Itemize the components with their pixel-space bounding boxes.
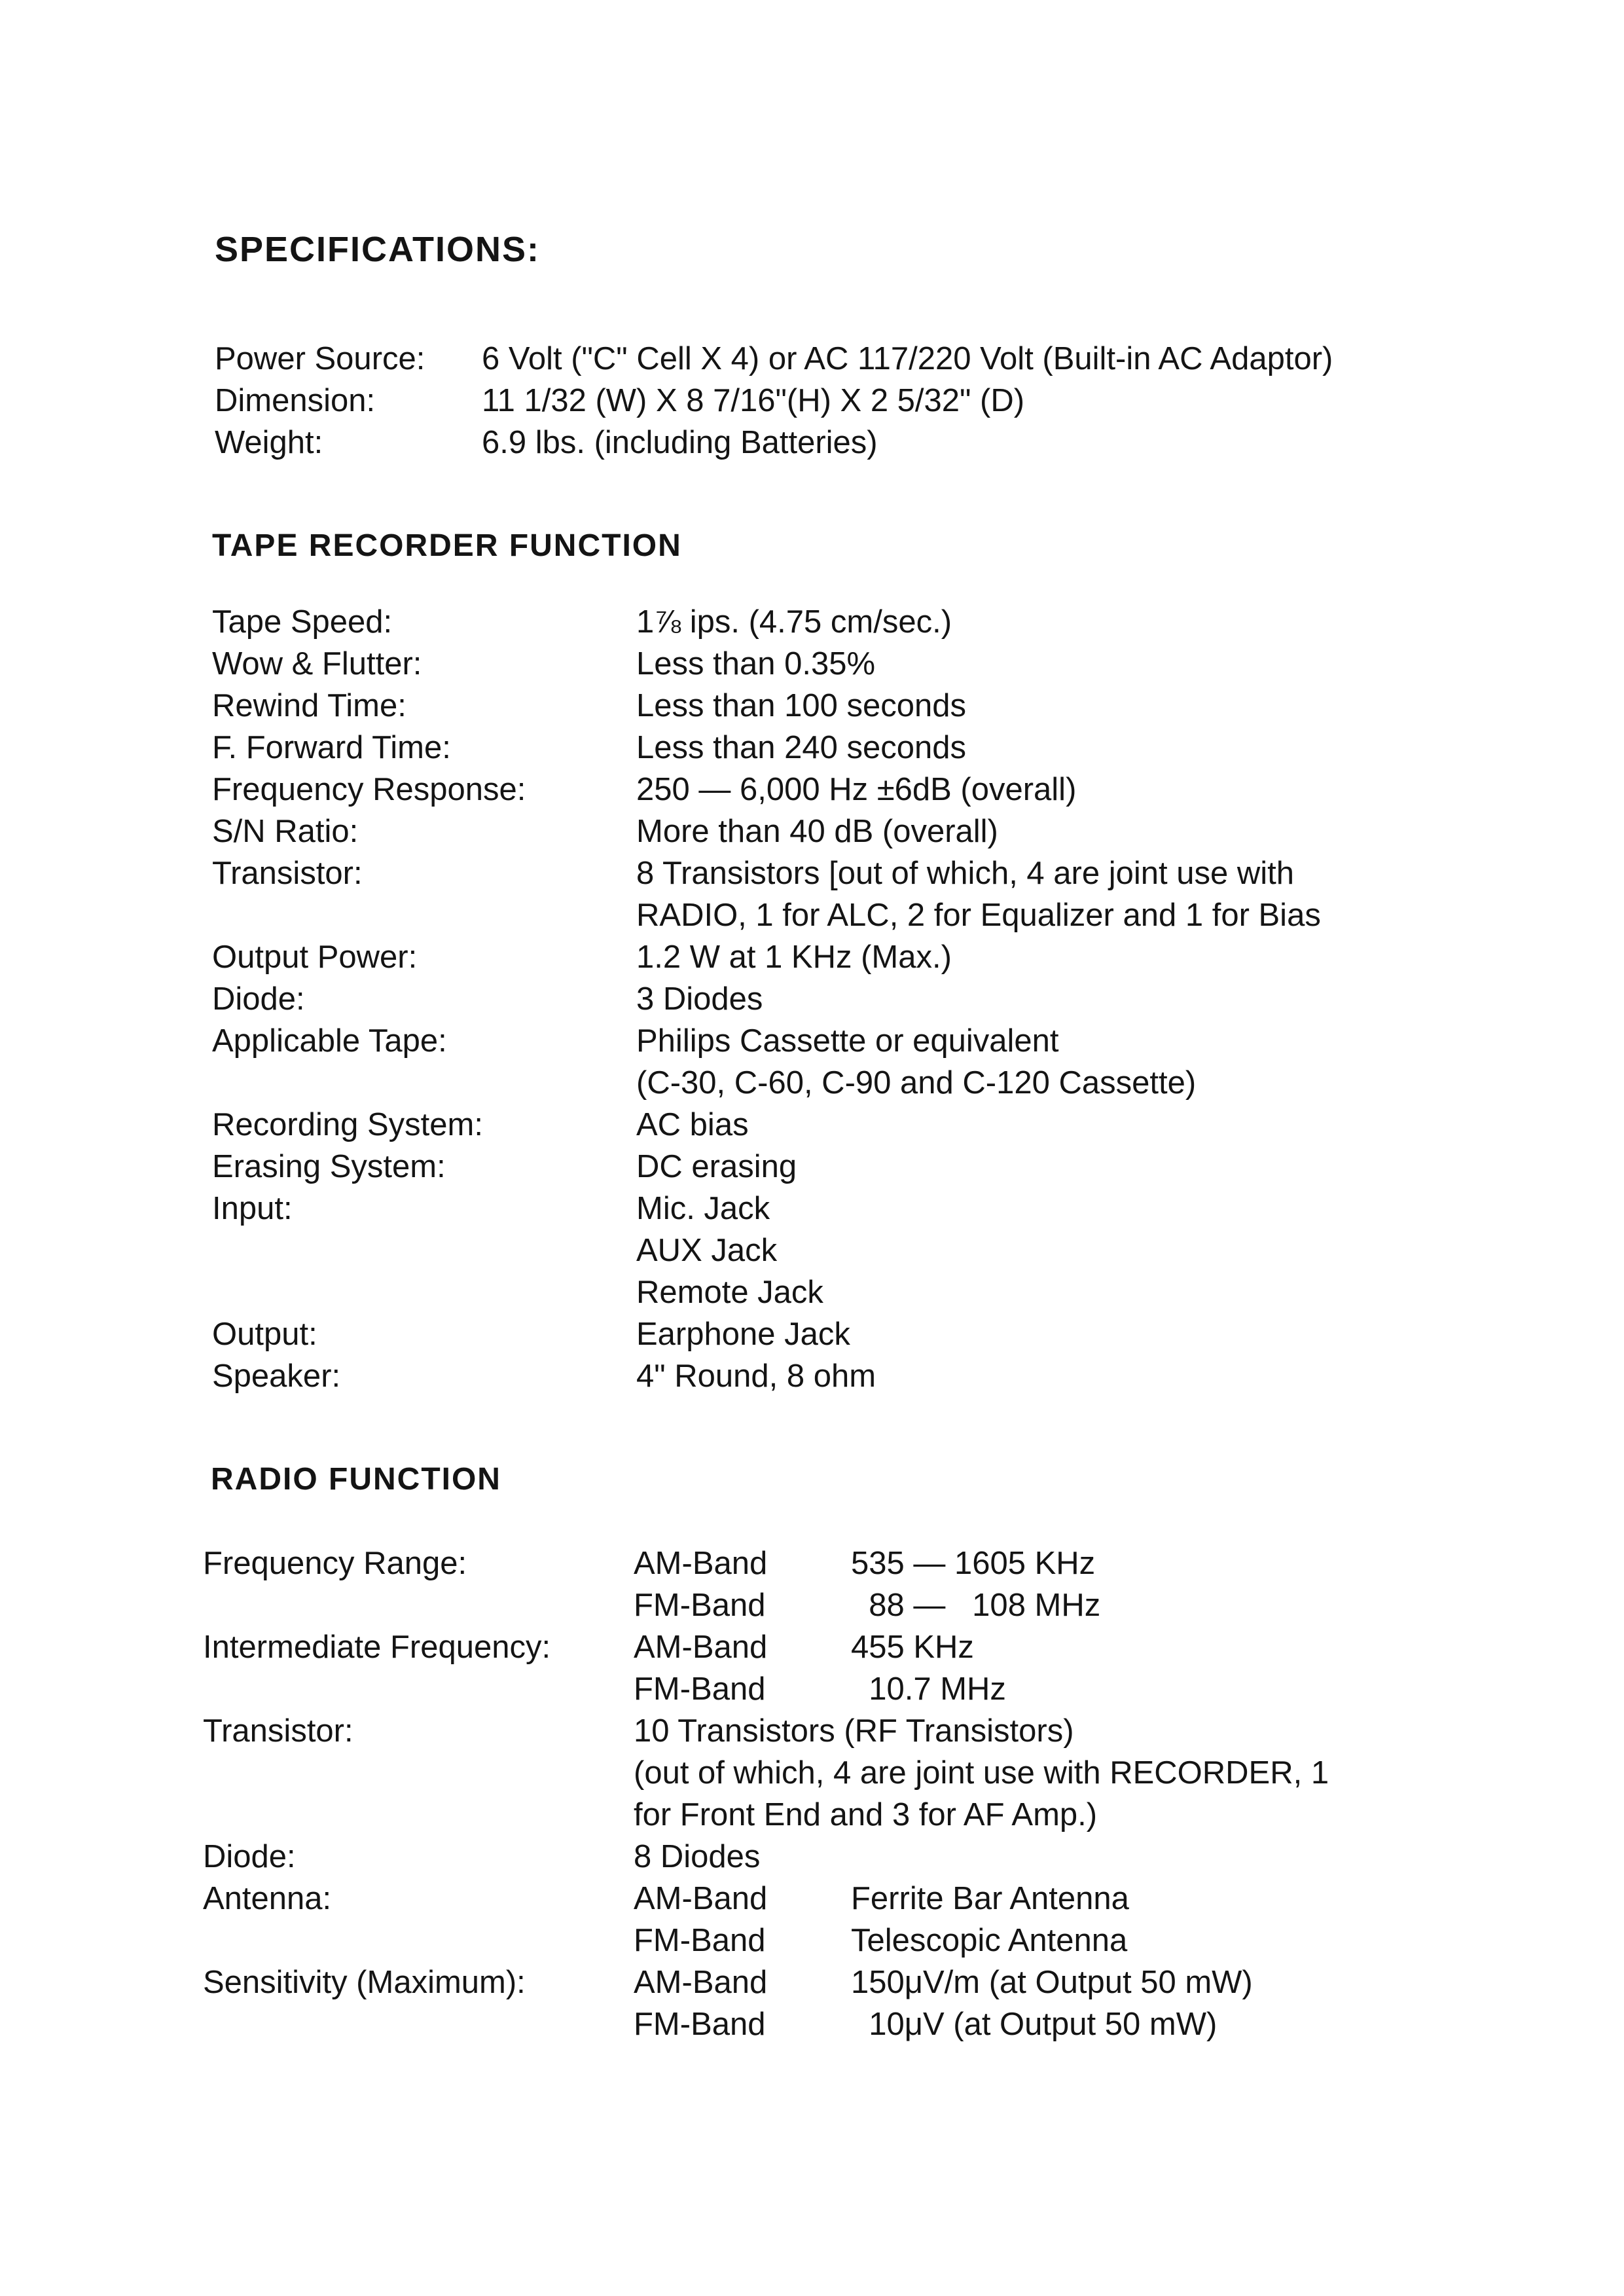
table-row: [0, 1188, 1624, 1230]
spec-label: Diode:: [203, 1839, 296, 1874]
spec-value: More than 40 dB (overall): [636, 814, 998, 849]
spec-label: Output:: [212, 1317, 317, 1352]
radio-section-heading: RADIO FUNCTION: [211, 1462, 501, 1497]
table-row: [0, 1961, 1624, 2003]
spec-label: Transistor:: [203, 1713, 353, 1749]
table-row: [0, 1710, 1624, 1752]
band-label: FM-Band: [634, 2007, 766, 2042]
spec-value: Earphone Jack: [636, 1317, 850, 1352]
table-row: [0, 769, 1624, 811]
table-row: [0, 1584, 1624, 1626]
band-label: AM-Band: [634, 1546, 768, 1581]
spec-value: 8 Diodes: [634, 1839, 761, 1874]
spec-value: Less than 100 seconds: [636, 688, 966, 723]
table-row: [0, 2003, 1624, 2045]
table-row: [0, 643, 1624, 685]
spec-label: Input:: [212, 1191, 293, 1226]
spec-value: Remote Jack: [636, 1275, 823, 1310]
spec-value: (C-30, C-60, C-90 and C-120 Cassette): [636, 1065, 1197, 1101]
spec-label: Erasing System:: [212, 1149, 446, 1184]
spec-label: Rewind Time:: [212, 688, 406, 723]
spec-value: 4" Round, 8 ohm: [636, 1358, 876, 1394]
table-row: [0, 978, 1624, 1020]
table-row: [0, 1794, 1624, 1836]
table-row: [0, 727, 1624, 769]
spec-value: Telescopic Antenna: [851, 1923, 1128, 1958]
band-label: FM-Band: [634, 1588, 766, 1623]
band-label: FM-Band: [634, 1671, 766, 1707]
spec-value: Less than 0.35%: [636, 646, 876, 682]
table-row: [0, 1878, 1624, 1920]
spec-value: AC bias: [636, 1107, 749, 1142]
spec-label: Applicable Tape:: [212, 1023, 447, 1059]
band-label: AM-Band: [634, 1630, 768, 1665]
table-row: [0, 1836, 1624, 1878]
spec-label: Tape Speed:: [212, 604, 393, 640]
spec-label: Sensitivity (Maximum):: [203, 1965, 526, 2000]
table-row: [0, 852, 1624, 894]
table-row: [0, 1626, 1624, 1668]
band-label: FM-Band: [634, 1923, 766, 1958]
table-row: [0, 1062, 1624, 1104]
spec-row-weight: [0, 422, 1624, 464]
spec-label: Antenna:: [203, 1881, 332, 1916]
spec-value: 1⅞ ips. (4.75 cm/sec.): [636, 604, 952, 640]
spec-value: 455 KHz: [851, 1630, 974, 1665]
spec-row-power-source: [0, 338, 1624, 380]
spec-value: 1.2 W at 1 KHz (Max.): [636, 939, 952, 975]
spec-value: Ferrite Bar Antenna: [851, 1881, 1129, 1916]
spec-label: Output Power:: [212, 939, 418, 975]
spec-label: Power Source:: [215, 341, 425, 376]
spec-value: 88 — 108 MHz: [851, 1588, 1101, 1623]
spec-label: Speaker:: [212, 1358, 341, 1394]
spec-label: Recording System:: [212, 1107, 483, 1142]
spec-value: 10.7 MHz: [851, 1671, 1006, 1707]
spec-value: RADIO, 1 for ALC, 2 for Equalizer and 1 for Bias: [636, 898, 1321, 933]
spec-value: 6 Volt ("C" Cell X 4) or AC 117/220 Volt (Built-in AC Adaptor): [482, 341, 1333, 376]
band-label: AM-Band: [634, 1965, 768, 2000]
table-row: [0, 1668, 1624, 1710]
spec-label: Diode:: [212, 981, 305, 1017]
table-row: [0, 936, 1624, 978]
spec-value: Philips Cassette or equivalent: [636, 1023, 1059, 1059]
tape-section-heading: TAPE RECORDER FUNCTION: [212, 528, 682, 563]
spec-label: Dimension:: [215, 383, 376, 418]
table-row: [0, 1020, 1624, 1062]
spec-value: 6.9 lbs. (including Batteries): [482, 425, 878, 460]
spec-value: Less than 240 seconds: [636, 730, 966, 765]
spec-value: 3 Diodes: [636, 981, 763, 1017]
spec-label: Frequency Response:: [212, 772, 526, 807]
table-row: [0, 1104, 1624, 1146]
table-row: [0, 1230, 1624, 1271]
table-row: [0, 1355, 1624, 1397]
spec-value: 10 Transistors (RF Transistors): [634, 1713, 1074, 1749]
spec-value: 11 1/32 (W) X 8 7/16"(H) X 2 5/32" (D): [482, 383, 1025, 418]
spec-value: (out of which, 4 are joint use with RECORDER, 1: [634, 1755, 1329, 1791]
spec-label: F. Forward Time:: [212, 730, 451, 765]
spec-value: AUX Jack: [636, 1233, 778, 1268]
spec-value: DC erasing: [636, 1149, 797, 1184]
spec-value: for Front End and 3 for AF Amp.): [634, 1797, 1098, 1832]
table-row: [0, 1146, 1624, 1188]
table-row: [0, 1271, 1624, 1313]
table-row: [0, 685, 1624, 727]
table-row: [0, 1542, 1624, 1584]
spec-label: Wow & Flutter:: [212, 646, 422, 682]
table-row: [0, 1920, 1624, 1961]
spec-row-dimension: [0, 380, 1624, 422]
spec-label: Weight:: [215, 425, 323, 460]
table-row: [0, 1752, 1624, 1794]
spec-value: 10μV (at Output 50 mW): [851, 2007, 1218, 2042]
band-label: AM-Band: [634, 1881, 768, 1916]
spec-label: S/N Ratio:: [212, 814, 359, 849]
spec-value: 535 — 1605 KHz: [851, 1546, 1096, 1581]
spec-value: 150μV/m (at Output 50 mW): [851, 1965, 1253, 2000]
spec-label: Frequency Range:: [203, 1546, 467, 1581]
spec-label: Intermediate Frequency:: [203, 1630, 551, 1665]
table-row: [0, 811, 1624, 852]
spec-label: Transistor:: [212, 856, 363, 891]
table-row: [0, 1313, 1624, 1355]
table-row: [0, 894, 1624, 936]
spec-value: Mic. Jack: [636, 1191, 770, 1226]
spec-value: 8 Transistors [out of which, 4 are joint use with: [636, 856, 1294, 891]
page-title: SPECIFICATIONS:: [215, 230, 541, 269]
spec-value: 250 — 6,000 Hz ±6dB (overall): [636, 772, 1077, 807]
table-row: [0, 601, 1624, 643]
